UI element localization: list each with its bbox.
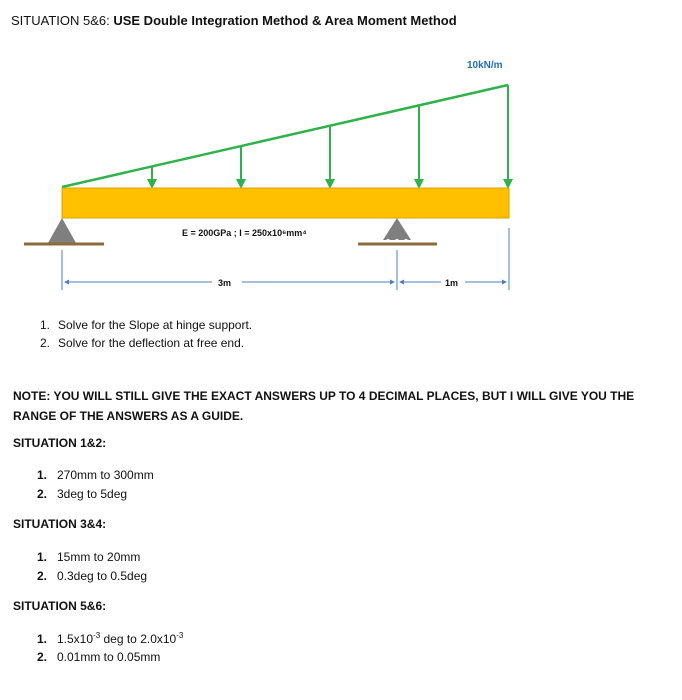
answer-number: 2.: [37, 650, 48, 664]
roller-wheel: [404, 239, 408, 243]
answer-text: 1.5x10: [57, 632, 94, 646]
question-text: Solve for the deflection at free end.: [58, 336, 245, 350]
answer-text: 0.01mm to 0.05mm: [57, 650, 161, 664]
load-label: 10kN/m: [467, 60, 503, 71]
situation-heading: SITUATION 1&2:: [13, 436, 107, 450]
answer-text: 0.3deg to 0.5deg: [57, 569, 148, 583]
answer-item: [37, 550, 140, 564]
question-text: Solve for the Slope at hinge support.: [58, 318, 253, 332]
hinge-support: [48, 218, 76, 243]
roller-support: [383, 218, 411, 240]
question-number: 2.: [40, 336, 51, 350]
answer-item: [37, 569, 147, 583]
note-paragraph: NOTE: YOU WILL STILL GIVE THE EXACT ANSWERS UP TO 4 DECIMAL PLACES, BUT I WILL GIVE YOU THE RANGE OF THE ANSWERS AS A GUIDE.: [13, 389, 635, 423]
question-item: [40, 318, 252, 332]
answer-number: 2.: [37, 569, 48, 583]
answer-number: 1.: [37, 468, 48, 482]
answer-item: [37, 631, 183, 646]
answer-text: 3deg to 5deg: [57, 487, 128, 501]
answer-text: deg to 2.0x10: [100, 632, 177, 646]
beam-diagram: [0, 0, 682, 300]
beam: [62, 188, 509, 218]
title-main: USE Double Integration Method & Area Moment Method: [113, 13, 457, 28]
answer-item: [37, 650, 160, 664]
answer-number: 1.: [37, 550, 48, 564]
answer-item: [37, 487, 127, 501]
answer-text: 15mm to 20mm: [57, 550, 141, 564]
overhang-label: 1m: [445, 278, 459, 288]
answer-item: [37, 468, 154, 482]
question-number: 1.: [40, 318, 51, 332]
title-prefix: SITUATION 5&6:: [11, 13, 114, 28]
situation-heading: SITUATION 5&6:: [13, 599, 107, 613]
answer-exponent: -3: [93, 631, 101, 640]
situation-heading: SITUATION 3&4:: [13, 517, 107, 531]
roller-wheel: [395, 239, 399, 243]
load-slope-line: [62, 85, 508, 187]
span-label: 3m: [218, 278, 232, 288]
answer-number: 2.: [37, 487, 48, 501]
answer-number: 1.: [37, 632, 48, 646]
question-item: [40, 336, 244, 350]
answer-text: 270mm to 300mm: [57, 468, 154, 482]
section-properties-label: E = 200GPa ; I = 250x10⁶mm⁴: [182, 228, 307, 238]
roller-wheel: [386, 239, 390, 243]
answer-exponent: -3: [176, 631, 184, 640]
